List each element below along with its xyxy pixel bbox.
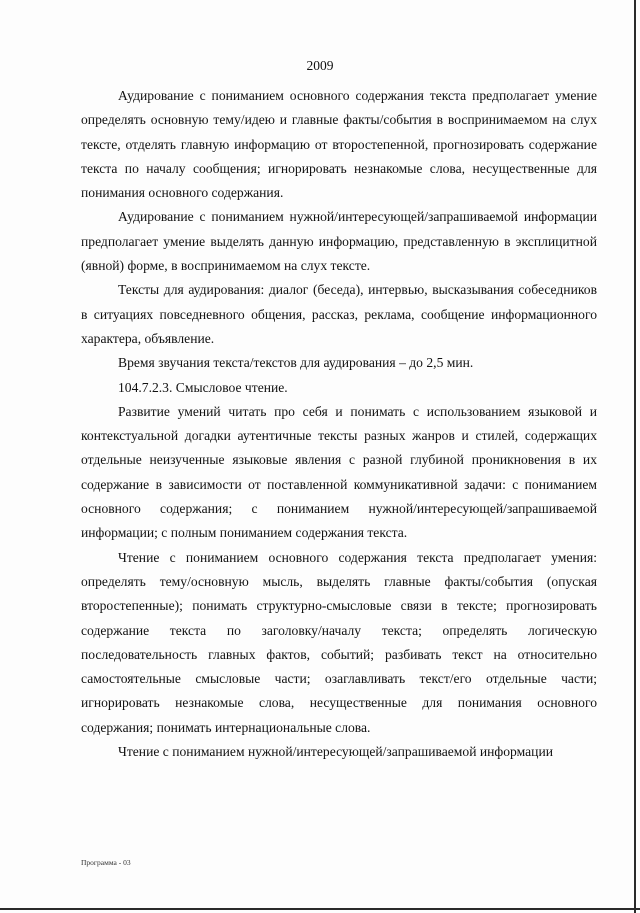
paragraph-listening-duration: Время звучания текста/текстов для аудирования – до 2,5 мин.	[118, 355, 474, 371]
paragraph-listening-specific-info: Аудирование с пониманием нужной/интересующей/запрашиваемой информации предполагает умение выделять данную информацию, представленную в эксплицитной (явной) форме, в воспринимаемом на слух тексте.	[81, 209, 597, 274]
paragraph-reading-skills: Развитие умений читать про себя и понимать с использованием языковой и контекстуальной догадки аутентичные тексты разных жанров и стилей, содержащих отдельные неизученные языковые явления с разной глубиной проникновения в их содержание в зависимости от поставленной коммуникативной задачи: с пониманием основного содержания; с пониманием нужной/интересующей/запрашиваемой информации; с полным пониманием содержания текста.	[81, 403, 597, 541]
footer-note: Программа - 03	[81, 858, 131, 867]
paragraph-reading-specific-info: Чтение с пониманием нужной/интересующей/запрашиваемой информации	[118, 744, 553, 760]
page-number: 2009	[306, 58, 334, 73]
paragraph-listening-main-content: Аудирование с пониманием основного содержания текста предполагает умение определять основную тему/идею и главные факты/события в воспринимаемом на слух тексте, отделять главную информацию от второстепенной, прогнозировать содержание текста по началу сообщения; игнорировать незнакомые слова, несущественные для понимания основного содержания.	[81, 88, 597, 201]
paragraph-reading-main-content: Чтение с пониманием основного содержания текста предполагает умения: определять тему/основную мысль, выделять главные факты/события (опуская второстепенные); понимать структурно-смысловые связи в тексте; прогнозировать содержание текста по заголовку/началу текста; определять логическую последовательность главных фактов, событий; разбивать текст на относительно самостоятельные смысловые части; озаглавливать текст/его отдельные части; игнорировать незнакомые слова, несущественные для понимания основного содержания; понимать интернациональные слова.	[81, 549, 597, 735]
paragraph-listening-texts: Тексты для аудирования: диалог (беседа), интервью, высказывания собеседников в ситуациях повседневного общения, рассказ, реклама, сообщение информационного характера, объявление.	[81, 282, 597, 346]
section-heading-reading: 104.7.2.3. Смысловое чтение.	[118, 379, 288, 395]
body-text	[81, 84, 597, 764]
scan-edge-right	[634, 0, 636, 913]
scan-edge-bottom	[0, 908, 640, 910]
